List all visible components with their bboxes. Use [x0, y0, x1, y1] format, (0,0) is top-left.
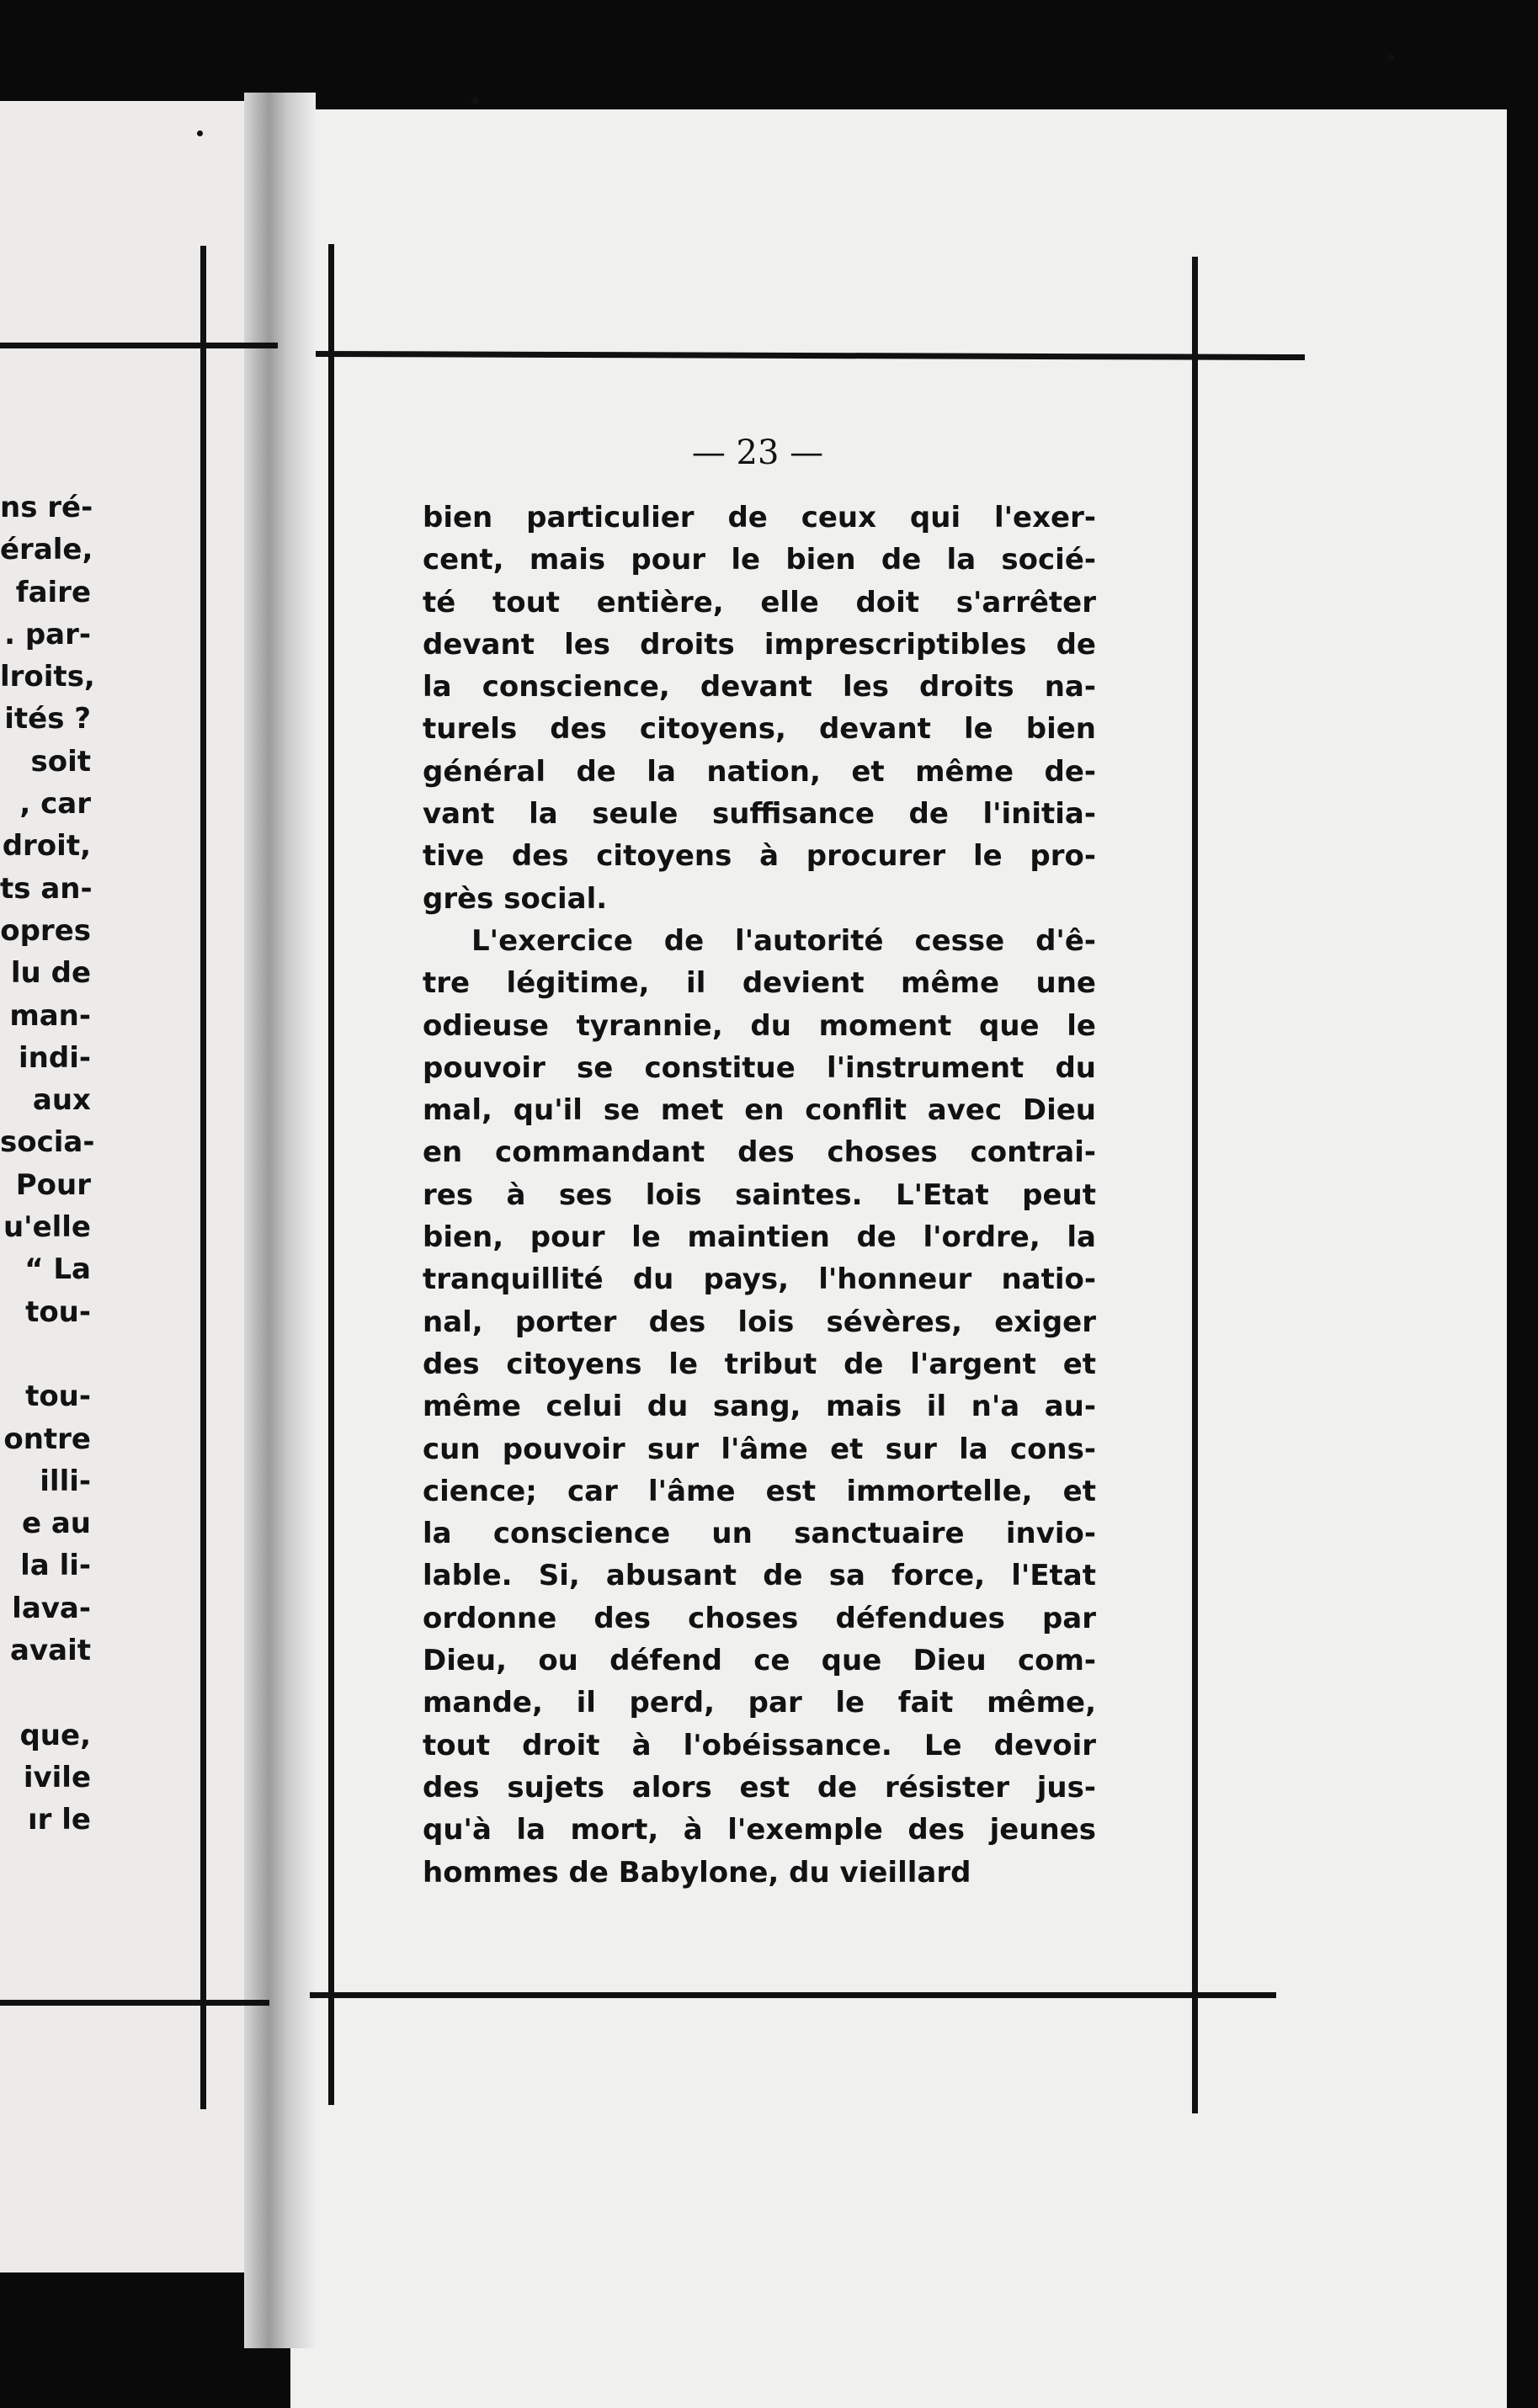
left-page-line-fragment: socia- — [0, 1125, 95, 1160]
text-line: la conscience, devant les droits na- — [423, 670, 1096, 704]
left-page-line-fragment: soit — [30, 744, 91, 779]
text-line: des sujets alors est de résister jus- — [423, 1770, 1096, 1805]
left-page-line-fragment: lu de — [10, 956, 91, 991]
left-page-line-fragment: opres — [0, 913, 91, 948]
left-page-line-fragment: ts an- — [0, 871, 93, 906]
left-page-line-fragment: ns ré- — [0, 491, 93, 524]
text-line: ordonne des choses défendues par — [423, 1601, 1096, 1635]
left-page-line-fragment: lava- — [12, 1591, 91, 1625]
paragraph-2 — [423, 920, 1096, 1894]
speck — [471, 97, 479, 104]
left-page-line-fragment: ontre — [3, 1422, 91, 1456]
paragraph-1 — [423, 497, 1096, 920]
left-page-line-fragment: man- — [9, 998, 91, 1033]
left-page-top-rule — [0, 343, 278, 348]
text-line: grès social. — [423, 881, 608, 916]
text-line: turels des citoyens, devant le bien — [423, 712, 1096, 747]
left-page-line-fragment: u'elle — [3, 1210, 91, 1245]
text-line: bien particulier de ceux qui l'exer- — [423, 501, 1096, 534]
text-line: mande, il perd, par le fait même, — [423, 1686, 1096, 1720]
left-page-line-fragment: droit, — [2, 829, 91, 864]
text-line: hommes de Babylone, du vieillard — [423, 1855, 971, 1890]
right-border-rule — [1192, 257, 1198, 2113]
text-line: tout droit à l'obéissance. Le devoir — [423, 1728, 1096, 1762]
left-page-line-fragment: . par- — [4, 617, 91, 651]
text-line: bien, pour le maintien de l'ordre, la — [423, 1220, 1096, 1255]
left-page-line-fragment: Pour — [15, 1167, 91, 1202]
left-page-line-fragment: lroits, — [0, 660, 95, 694]
left-page-line-fragment: la li- — [20, 1549, 91, 1583]
left-page-line-fragment: faire — [15, 575, 91, 609]
left-page-line-fragment: ır le — [28, 1803, 91, 1837]
left-page-line-fragment: que, — [19, 1718, 91, 1752]
left-page-line-fragment: avait — [10, 1634, 91, 1668]
text-line: cun pouvoir sur l'âme et sur la cons- — [423, 1432, 1096, 1466]
book-gutter — [244, 93, 316, 2348]
left-border-rule — [328, 244, 334, 2105]
left-page-line-fragment: tou- — [25, 1294, 91, 1329]
text-line: res à ses lois saintes. L'Etat peut — [423, 1177, 1096, 1212]
left-page-line-fragment: érale, — [0, 533, 93, 567]
left-page-border-rule — [200, 246, 206, 2109]
speck — [1387, 55, 1394, 60]
text-line: vant la seule suffisance de l'initia- — [423, 797, 1096, 832]
text-line: tive des citoyens à procurer le pro- — [423, 839, 1096, 874]
text-line: lable. Si, abusant de sa force, l'Etat — [423, 1559, 1096, 1593]
text-line: général de la nation, et même de- — [423, 754, 1096, 789]
page-number: — 23 — — [691, 433, 824, 472]
text-line: pouvoir se constitue l'instrument du — [423, 1050, 1096, 1085]
left-page-text-fragments — [0, 486, 95, 1842]
left-page-line-fragment: indi- — [19, 1040, 91, 1075]
text-line: qu'à la mort, à l'exemple des jeunes — [423, 1813, 1096, 1847]
text-line: cent, mais pour le bien de la socié- — [423, 543, 1096, 577]
text-line: tranquillité du pays, l'honneur natio- — [423, 1262, 1096, 1297]
text-line: devant les droits imprescriptibles de — [423, 627, 1096, 662]
left-page-line-fragment: , car — [19, 787, 91, 821]
text-line: même celui du sang, mais il n'a au- — [423, 1390, 1096, 1424]
left-page-line-fragment: ivile — [23, 1760, 91, 1794]
left-page-line-fragment — [0, 1672, 91, 1714]
left-page-line-fragment: ités ? — [4, 702, 91, 736]
bottom-rule — [310, 1992, 1276, 1998]
left-page-line-fragment: “ La — [24, 1252, 91, 1287]
text-line: Dieu, ou défend ce que Dieu com- — [423, 1644, 1096, 1678]
text-line: cience; car l'âme est immortelle, et — [423, 1474, 1096, 1508]
left-page-line-fragment: aux — [32, 1083, 91, 1118]
left-page-line-fragment: tou- — [25, 1379, 91, 1414]
text-line: la conscience un sanctuaire invio- — [423, 1517, 1096, 1551]
text-line: L'exercice de l'autorité cesse d'ê- — [471, 923, 1096, 958]
left-page-bottom-rule — [0, 2000, 269, 2006]
text-line: odieuse tyrannie, du moment que le — [423, 1008, 1096, 1043]
text-line: tre légitime, il devient même une — [423, 966, 1096, 1001]
text-line: nal, porter des lois sévères, exiger — [423, 1305, 1096, 1339]
text-line: en commandant des choses contrai- — [423, 1135, 1096, 1170]
speck — [197, 130, 203, 136]
left-page-line-fragment: e au — [21, 1507, 91, 1541]
page-body-text — [423, 497, 1096, 1894]
left-page-line-fragment — [0, 1333, 91, 1375]
text-line: mal, qu'il se met en conflit avec Dieu — [423, 1093, 1096, 1128]
text-line: té tout entière, elle doit s'arrêter — [423, 585, 1096, 619]
left-page-line-fragment: illi- — [40, 1464, 91, 1498]
text-line: des citoyens le tribut de l'argent et — [423, 1347, 1096, 1381]
